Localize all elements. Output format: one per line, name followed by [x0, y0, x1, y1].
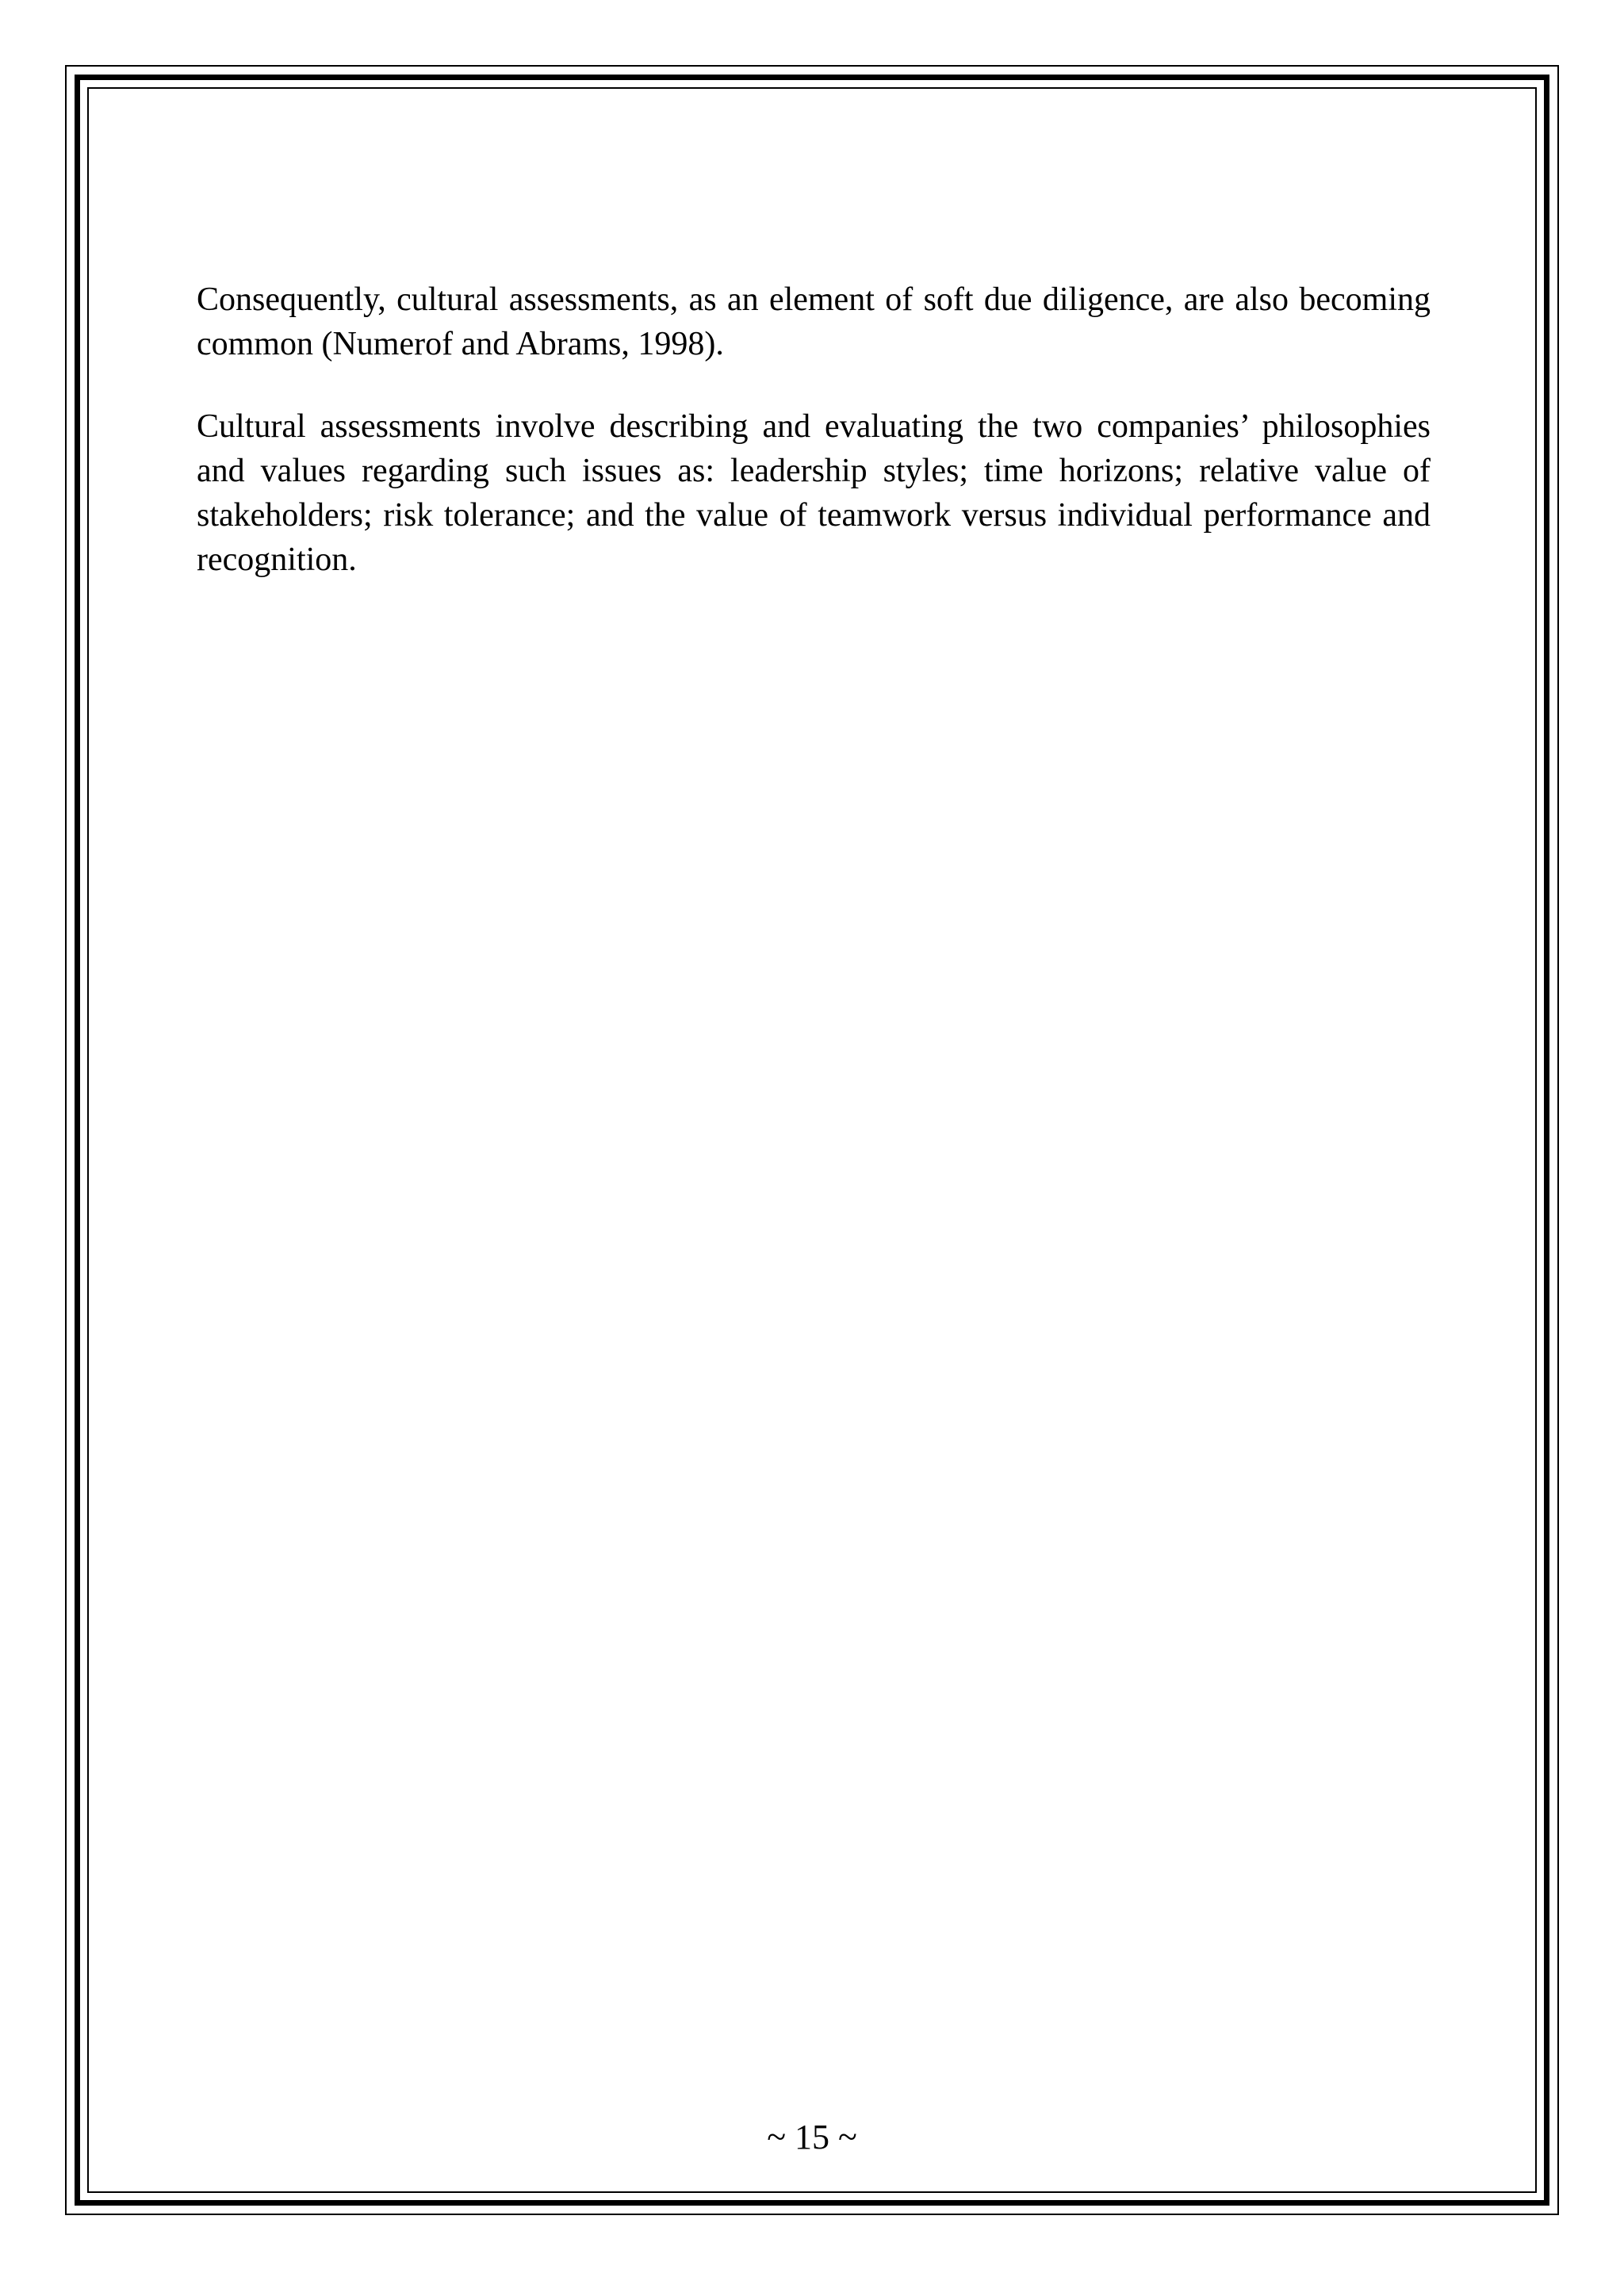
page-body — [197, 277, 1431, 620]
paragraph-soft-due-diligence: Consequently, cultural assessments, as an element of soft due diligence, are also becoming common (Numerof and Abrams, 1998). — [197, 281, 1431, 362]
paragraph-cultural-assessments: Cultural assessments involve describing and evaluating the two companies’ philosophies and values regarding such issues as: leadership styles; time horizons; relative value of stakeholders; risk tolerance; and the value of teamwork versus individual performance and recognition. — [197, 408, 1431, 578]
page-number: ~ 15 ~ — [767, 2118, 857, 2156]
